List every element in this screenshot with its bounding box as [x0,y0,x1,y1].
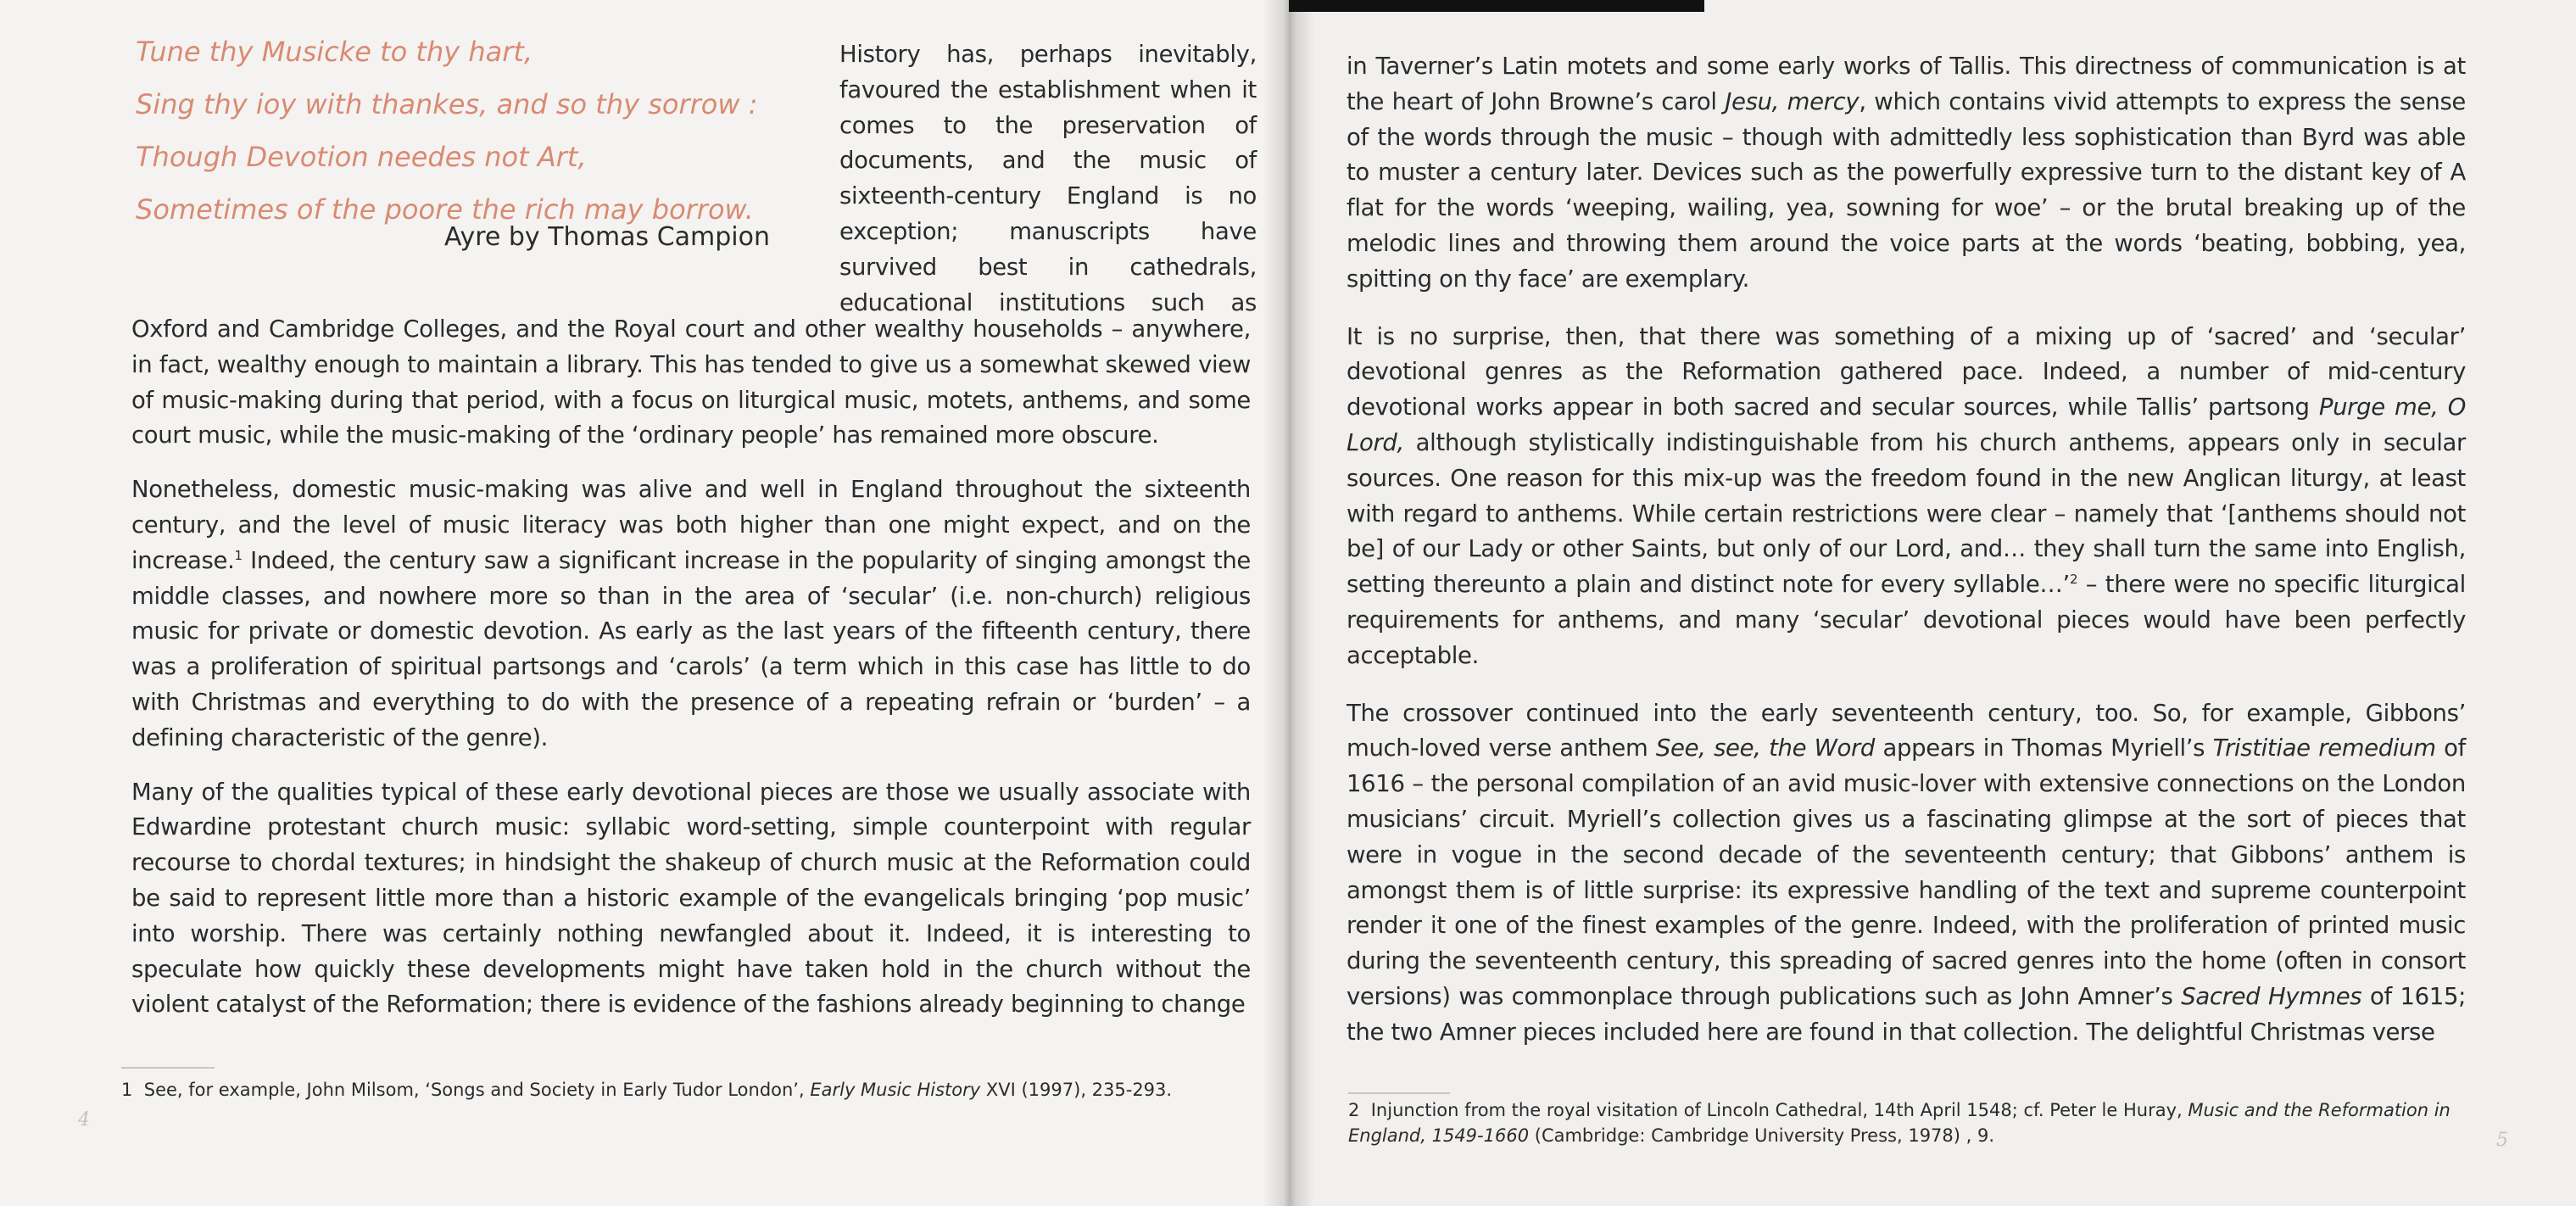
right-paragraph-1 [1347,49,2466,298]
epigraph-verse [136,25,797,236]
intro-column-text: History has, perhaps inevitably, favoured the establishment when it comes to the preservation of documents, and the music of sixteenth-century England is no exception; manuscripts have survived best in cathedrals, educational institutions such as [839,41,1257,316]
left-paragraph-1: Oxford and Cambridge Colleges, and the Royal court and other wealthy households – anywhere, in fact, wealthy enough to maintain a library. This has tended to give us a somewhat skewed view of music-making during that period, with a focus on liturgical music, motets, anthems, and some court music, while the music-making of the ‘ordinary people’ has remained more obscure. [131,315,1251,449]
page-gutter [1263,0,1314,1206]
footnote-ref-1: 1 [234,547,243,563]
footnote-1-journal: Early Music History [810,1080,981,1100]
right-paragraph-2-part-c: – there were no specific liturgical requirements for anthems, and many ‘secular’ devotional pieces would have been perfectly acceptable. [1347,571,2466,669]
right-paragraph-3-part-a: The crossover continued into the early seventeenth century, too. So, for example, Gibbons’ much-loved verse anthem [1347,699,2466,762]
footnote-2-number: 2 [1348,1100,1360,1120]
work-title-jesu-mercy: Jesu, mercy [1725,87,1860,115]
right-body-text [1347,49,2466,1073]
work-title-sacred-hymnes: Sacred Hymnes [2181,982,2362,1010]
footnote-rule-right [1348,1092,1450,1094]
left-paragraph-2-part-b: Indeed, the century saw a significant increase in the popularity of singing amongst the middle classes, and nowhere more so than in the area of ‘secular’ (i.e. non-church) religious music for private or domestic devotion. As early as the last years of the fifteenth century, there was a proliferation of spiritual partsongs and ‘carols’ (a term which in this case has little to do with Christmas and everything to do with the presence of a repeating refrain or ‘burden’ – a defining characteristic of the genre). [131,546,1251,751]
right-paragraph-3-part-c: of 1616 – the personal compilation of an avid music-lover with extensive connections on the London musicians’ circuit. Myriell’s collection gives us a fascinating glimpse at the sort of pieces that were in vogue in the second decade of the seventeenth century; that Gibbons’ anthem is amongst them is of little surprise: its expressive handling of the text and supreme counterpoint render it one of the finest examples of the genre. Indeed, with the proliferation of printed music during the seventeenth century, this spreading of sacred genres into the home (often in consort versions) was commonplace through publications such as John Amner’s [1347,734,2466,1010]
left-paragraph-3: Many of the qualities typical of these early devotional pieces are those we usually associate with Edwardine protestant church music: syllabic word-setting, simple counterpoint with regular recourse to chordal textures; in hindsight the shakeup of church music at the Reformation could be said to represent little more than a historic example of the evangelicals bringing ‘pop music’ into worship. There was certainly nothing newfangled about it. Indeed, it is interesting to speculate how quickly these developments might have taken hold in the church without the violent catalyst of the Reformation; there is evidence of the fashions already beginning to change [131,778,1251,1019]
verse-attribution: Ayre by Thomas Campion [443,222,770,252]
footnote-2-text-a: Injunction from the royal visitation of Lincoln Cathedral, 14th April 1548; cf. Peter le Huray, [1370,1100,2188,1120]
intro-column [839,37,1257,321]
top-edge-bar [1289,0,1704,12]
left-body-text [131,312,1251,1041]
right-paragraph-1-part-a: in Taverner’s Latin motets and some early works of Tallis. This directness of communication is at the heart of John Browne’s carol [1347,53,2466,115]
right-paragraph-3-part-b: appears in Thomas Myriell’s [1875,734,2213,762]
left-page-number: 4 [78,1109,90,1131]
verse-line-4: Sometimes of the poore the rich may borrow. [136,193,754,226]
footnote-1-text-b: XVI (1997), 235-293. [980,1080,1173,1100]
footnote-1-number: 1 [121,1080,133,1100]
work-title-see-see-the-word: See, see, the Word [1655,734,1876,762]
right-paragraph-1-part-b: , which contains vivid attempts to express the sense of the words through the music – though with admittedly less sophistication than Byrd was able to muster a century later. Devices such as the powerfully expressive turn to the distant key of A flat for the words ‘weeping, wailing, yea, sowning for woe’ – or the brutal breaking up of the melodic lines and throwing them around the voice parts at the words ‘beating, bobbing, yea, spitting on thy face’ are exemplary. [1347,87,2466,293]
footnote-1 [121,1077,1257,1103]
right-paragraph-2-part-a: It is no surprise, then, that there was something of a mixing up of ‘sacred’ and ‘secular’ devotional genres as the Reformation gathered pace. Indeed, a number of mid-century devotional works appear in both sacred and secular sources, while Tallis’ partsong [1347,322,2466,422]
footnote-1-text-a: See, for example, John Milsom, ‘Songs and Society in Early Tudor London’, [143,1080,811,1100]
right-paragraph-3-part-d: of 1615; the two Amner pieces included here are found in that collection. The delightful Christmas verse [1347,982,2467,1046]
footnote-rule-left [121,1067,215,1069]
verse-line-2: Sing thy ioy with thankes, and so thy sorrow : [136,88,758,120]
work-title-purge-me: Purge me, O Lord, [1347,394,2467,456]
right-paragraph-2-part-b: although stylistically indistinguishable from his church anthems, appears only in secular sources. One reason for this mix-up was the freedom found in the new Anglican liturgy, at least with regard to anthems. While certain restrictions were clear – namely that ‘[anthems should not be] of our Lady or other Saints, but only of our Lord, and… they shall turn the same into English, setting thereunto a plain and distinct note for every syllable…’ [1347,428,2466,599]
footnote-ref-2: 2 [2069,572,2078,587]
footnote-2 [1348,1097,2467,1148]
right-paragraph-2 [1347,320,2466,674]
footnote-2-book: Music and the Reformation in England, 1549-1660 [1348,1100,2451,1146]
left-paragraph-2-part-a: Nonetheless, domestic music-making was alive and well in England throughout the sixteenth century, and the level of music literacy was both higher than one might expect, and on the increase. [131,476,1251,574]
right-paragraph-3 [1347,696,2466,1051]
right-page-number: 5 [2496,1130,2508,1151]
verse-line-3: Though Devotion needes not Art, [136,141,587,173]
left-paragraph-2 [131,472,1251,756]
verse-line-1: Tune thy Musicke to thy hart, [136,36,533,68]
work-title-tristitiae-remedium: Tristitiae remedium [2212,734,2436,762]
footnote-2-text-b: (Cambridge: Cambridge University Press, 1978) , 9. [1529,1125,1995,1146]
